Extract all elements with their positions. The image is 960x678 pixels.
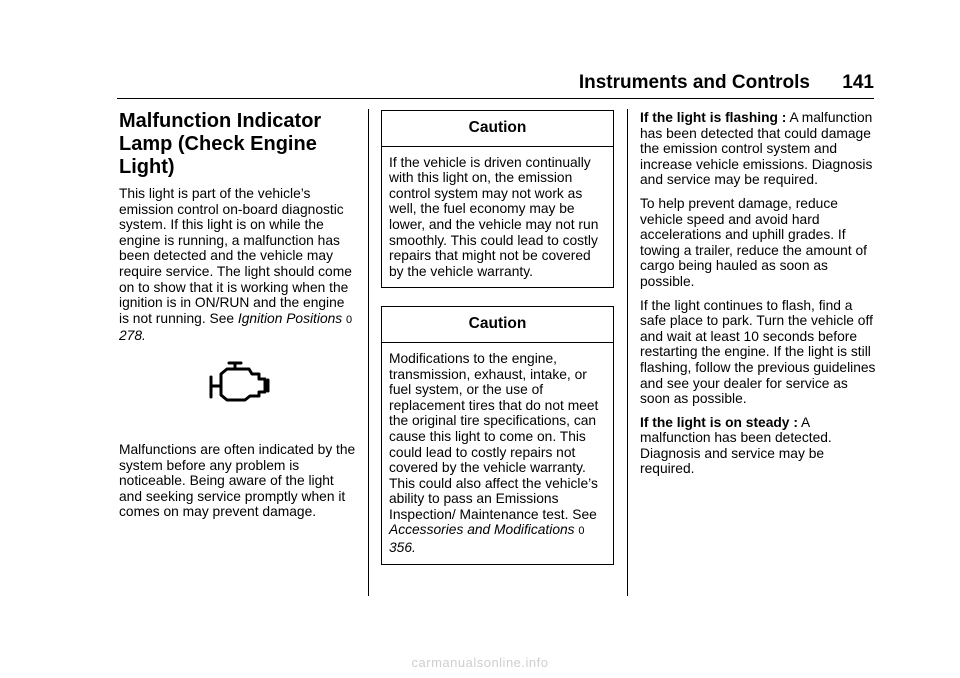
caution-text [382,351,613,556]
caution-divider [382,146,613,147]
intro-text: This light is part of the vehicle’s emission control on-board diagnostic system. If this light is on while the engine is running, a malfunction has been detected and the vehicle may require service. The light should come on to show that it is working when the ignition is in ON/RUN and the engine is not running. See [119,186,352,326]
after-icon-paragraph: Malfunctions are often indicated by the system before any problem is noticeable. Being aware of the light and seeking service promptly when it comes on may prevent damage. [119,441,356,520]
steady-text: A malfunction has been detected. Diagnosis and service may be required. [640,414,832,477]
intro-paragraph [119,186,357,344]
page-ref-arrow: 0 [578,525,585,538]
caution-body-text: Modifications to the engine, transmission, exhaust, intake, or fuel system, or the use of replacement tires that do not meet the original tire specifications, can cause this light to come on. This could lead to costly repairs not covered by the vehicle warranty. This could also affect the vehicle’s ability to pass an Emissions Inspection/ Maintenance test. See [389,350,599,522]
column-middle [381,110,614,583]
ignition-positions-link[interactable]: Ignition Positions [237,310,343,326]
page-reference[interactable]: 0 356. [389,525,585,556]
page-ref-number: 278 [119,328,143,344]
caution-title: Caution [468,119,527,136]
caution-text: If the vehicle is driven continually with this light on, the emission control system may not work as well, the fuel economy may be lower, and the vehicle may not run smoothly. This could lead to costly repairs that might not be covered by the vehicle warranty. [389,154,599,279]
flashing-paragraph [640,110,876,188]
continues-paragraph: If the light continues to flash, find a safe place to park. Turn the vehicle off and wait at least 10 seconds before restarting the engine. If the light is still flashing, follow the previous guidelines and see your dealer for service as soon as possible. [640,297,876,407]
section-title: Instruments and Controls [578,72,810,93]
caution-box [381,110,614,288]
page-reference[interactable]: 0 278. [119,313,353,344]
steady-paragraph [640,415,876,477]
check-engine-icon [209,360,271,404]
caution-title: Caution [468,315,527,333]
watermark: carmanualsonline.info [411,655,549,670]
steady-label: If the light is on steady : [640,414,798,430]
column-divider [627,109,628,596]
column-left [119,110,357,528]
section-heading: Malfunction Indicator Lamp (Check Engine Light) [119,110,322,178]
column-divider [368,109,369,596]
header-rule [117,98,874,99]
page-ref-number: 356 [389,540,413,556]
caution-box [381,306,614,564]
page-number: 141 [842,72,874,93]
page-ref-arrow: 0 [346,313,353,326]
flashing-label: If the light is flashing : [640,110,787,125]
prevent-paragraph: To help prevent damage, reduce vehicle speed and avoid hard accelerations and uphill grades. If towing a trailer, reduce the amount of cargo being hauled as soon as possible. [640,195,868,289]
caution-divider [382,342,613,343]
accessories-link[interactable]: Accessories and Modifications [389,522,575,538]
icon-area [119,352,357,442]
flashing-text: A malfunction has been detected that could damage the emission control system and increase vehicle emissions. Diagnosis and service may be required. [640,110,873,188]
column-right [640,110,876,485]
